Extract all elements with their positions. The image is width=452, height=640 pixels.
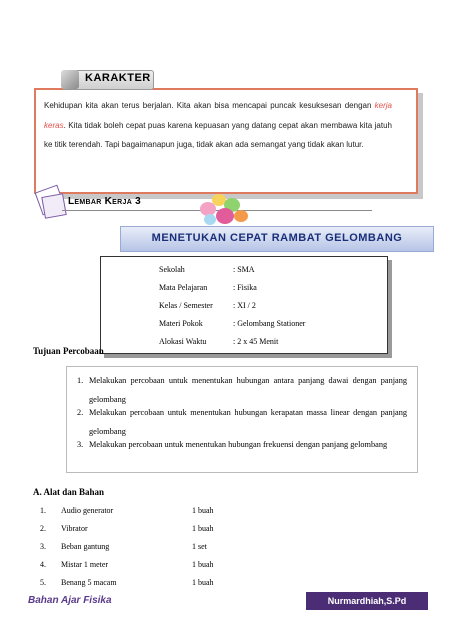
objective-number: 1. [77,376,84,385]
objective-text: Melakukan percobaan untuk menentukan hubungan kerapatan massa linear dengan panjang gelombang [89,408,407,436]
tool-quantity: 1 buah [192,578,214,587]
tujuan-heading: Tujuan Percobaan [33,346,104,356]
identity-value: : XI / 2 [233,301,256,310]
sheet-front-icon [41,193,66,218]
tab-marker-icon [61,70,79,89]
identity-key: Alokasi Waktu [159,337,207,346]
tujuan-box [66,366,418,473]
page-title: MENETUKAN CEPAT RAMBAT GELOMBANG [151,232,403,244]
tool-quantity: 1 buah [192,524,214,533]
alat-heading: A. Alat dan Bahan [33,487,105,497]
identity-value: : 2 x 45 Menit [233,337,279,346]
objective-text: Melakukan percobaan untuk menentukan hubungan frekuensi dengan panjang gelombang [89,440,388,449]
tool-name: Benang 5 macam [61,578,117,587]
identity-value: : Gelombang Stationer [233,319,306,328]
identity-key: Mata Pelajaran [159,283,208,292]
karakter-emphasis: kerja keras [44,101,392,130]
objective-item [77,435,407,454]
footer-author: Nurmardhiah,S.Pd [306,592,428,610]
tool-quantity: 1 buah [192,560,214,569]
objective-number: 2. [77,408,84,417]
tool-quantity: 1 buah [192,506,214,515]
identity-table [100,256,388,354]
title-banner [120,226,434,252]
karakter-tab [62,70,154,90]
tool-quantity: 1 set [192,542,207,551]
tool-number: 1. [40,506,46,515]
tool-name: Mistar 1 meter [61,560,109,569]
karakter-text-part-2: . Kita tidak boleh cepat puas karena kepuasan yang datang cepat akan membawa kita jatuh ke titik terendah. Tapi bagaimanapun juga, tidak akan ada semangat yang tidak akan lutur. [44,120,392,149]
footer-book-title: Bahan Ajar Fisika [28,595,112,606]
lembar-kerja-label: Lembar Kerja 3 [68,196,141,207]
identity-key: Materi Pokok [159,319,203,328]
tool-number: 5. [40,578,46,587]
tool-number: 4. [40,560,46,569]
tool-name: Beban gantung [61,542,110,551]
identity-key: Sekolah [159,265,185,274]
karakter-text [44,96,392,155]
karakter-tab-label: KARAKTER [85,72,151,84]
tool-name: Audio generator [61,506,114,515]
karakter-text-part-1: Kehidupan kita akan terus berjalan. Kita akan bisa mencapai puncak kesuksesan dengan [44,101,375,110]
tool-number: 3. [40,542,46,551]
objective-text: Melakukan percobaan untuk menentukan hubungan antara panjang dawai dengan panjang gelombang [89,376,407,404]
identity-value: : SMA [233,265,255,274]
tool-number: 2. [40,524,46,533]
identity-value: : Fisika [233,283,257,292]
tool-name: Vibrator [61,524,88,533]
identity-key: Kelas / Semester [159,301,213,310]
objective-number: 3. [77,440,84,449]
